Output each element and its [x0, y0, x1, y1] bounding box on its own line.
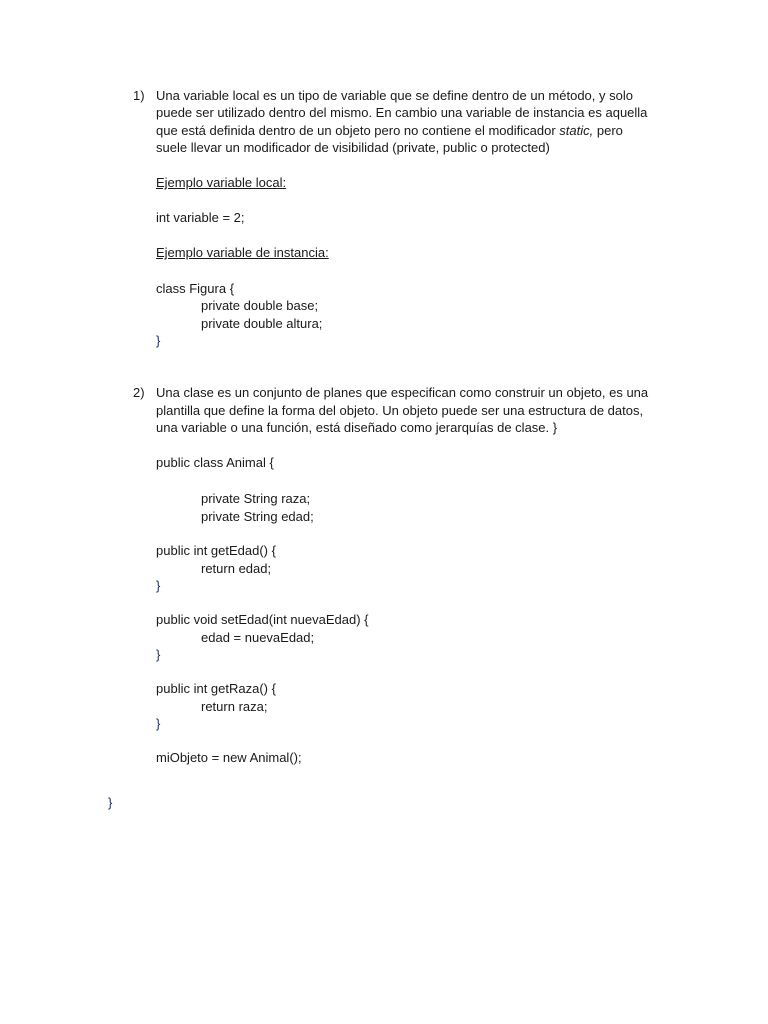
local-variable-heading: Ejemplo variable local: [156, 175, 287, 190]
setedad-signature: public void setEdad(int nuevaEdad) { [156, 612, 369, 627]
list-number-2: 2) [133, 385, 145, 400]
section2-para-line-3: una variable o una función, está diseñado como jerarquías de clase. } [156, 420, 558, 435]
static-keyword: static, [559, 123, 594, 138]
para-text: que está definida dentro de un objeto pero no contiene el modificador [156, 123, 560, 138]
animal-class-open: public class Animal { [156, 455, 274, 470]
animal-field-edad: private String edad; [201, 509, 314, 524]
figura-class-close: } [156, 333, 161, 348]
local-variable-code: int variable = 2; [156, 210, 245, 225]
list-number-1: 1) [133, 88, 145, 103]
getraza-body: return raza; [201, 699, 268, 714]
section1-para-line-1: Una variable local es un tipo de variable que se define dentro de un método, y solo [156, 88, 633, 103]
setedad-close: } [156, 647, 161, 662]
para-text: pero [593, 123, 623, 138]
setedad-body: edad = nuevaEdad; [201, 630, 315, 645]
getedad-signature: public int getEdad() { [156, 543, 276, 558]
getedad-body: return edad; [201, 561, 272, 576]
figura-field-base: private double base; [201, 298, 319, 313]
section2-para-line-2: plantilla que define la forma del objeto. Un objeto puede ser una estructura de datos, [156, 403, 644, 418]
animal-field-raza: private String raza; [201, 491, 311, 506]
getedad-close: } [156, 578, 161, 593]
section1-para-line-4: suele llevar un modificador de visibilidad (private, public o protected) [156, 140, 550, 155]
section2-para-line-1: Una clase es un conjunto de planes que especifican como construir un objeto, es una [156, 385, 649, 400]
figura-class-open: class Figura { [156, 281, 235, 296]
section1-para-line-2: puede ser utilizado dentro del mismo. En cambio una variable de instancia es aquella [156, 105, 648, 120]
animal-class-close: } [108, 795, 113, 810]
figura-field-altura: private double altura; [201, 316, 323, 331]
getraza-close: } [156, 716, 161, 731]
object-instantiation: miObjeto = new Animal(); [156, 750, 302, 765]
section1-para-line-3 [156, 122, 623, 139]
getraza-signature: public int getRaza() { [156, 681, 276, 696]
instance-variable-heading: Ejemplo variable de instancia: [156, 245, 329, 260]
